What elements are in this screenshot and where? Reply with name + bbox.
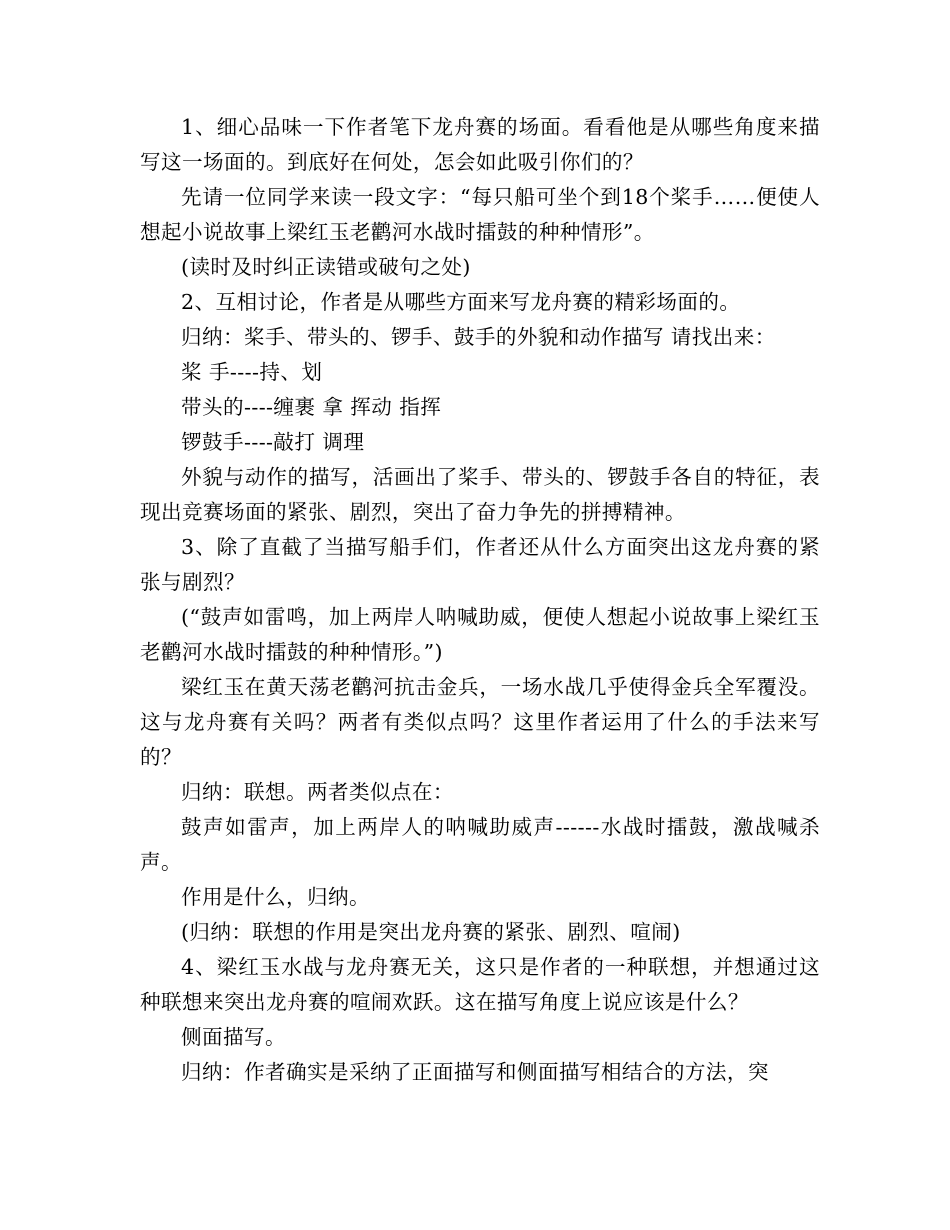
paragraph-question-1: 1、细心品味一下作者笔下龙舟赛的场面。看看他是从哪些角度来描写这一场面的。到底好在何处，怎会如此吸引你们的？ xyxy=(140,115,820,174)
paragraph-liang-hongyu: 梁红玉在黄天荡老鹳河抗击金兵，一场水战几乎使得金兵全军覆没。这与龙舟赛有关吗？两者有类似点吗？这里作者运用了什么的手法来写的？ xyxy=(140,675,820,769)
paragraph-function-question: 作用是什么，归纳。 xyxy=(181,885,370,909)
paragraph-summary-1: 归纳：桨手、带头的、锣手、鼓手的外貌和动作描写 请找出来： xyxy=(181,325,776,349)
paragraph-function-summary: (归纳：联想的作用是突出龙舟赛的紧张、剧烈、喧闹) xyxy=(181,920,681,944)
paragraph-side-description: 侧面描写。 xyxy=(181,1025,286,1049)
paragraph-question-2: 2、互相讨论，作者是从哪些方面来写龙舟赛的精彩场面的。 xyxy=(181,290,741,314)
document-body xyxy=(140,110,820,1090)
paragraph-reading-note: (读时及时纠正读错或破句之处) xyxy=(181,255,471,279)
paragraph-description-effect: 外貌与动作的描写，活画出了桨手、带头的、锣鼓手各自的特征，表现出竞赛场面的紧张、剧烈，突出了奋力争先的拼搏精神。 xyxy=(140,465,820,524)
paragraph-final-summary: 归纳：作者确实是采纳了正面描写和侧面描写相结合的方法，突 xyxy=(181,1060,769,1084)
paragraph-rowers: 桨 手----持、划 xyxy=(181,360,323,384)
paragraph-summary-association: 归纳：联想。两者类似点在： xyxy=(181,780,454,804)
paragraph-leader: 带头的----缠裹 拿 挥动 指挥 xyxy=(181,395,442,419)
paragraph-question-4: 4、梁红玉水战与龙舟赛无关，这只是作者的一种联想，并想通过这种联想来突出龙舟赛的喧闹欢跃。这在描写角度上说应该是什么？ xyxy=(140,955,820,1014)
paragraph-reading-prompt: 先请一位同学来读一段文字：“每只船可坐个到18个桨手……便使人想起小说故事上梁红玉老鹳河水战时擂鼓的种种情形”。 xyxy=(140,185,820,244)
paragraph-drummers: 锣鼓手----敲打 调理 xyxy=(181,430,365,454)
paragraph-quote: (“鼓声如雷鸣，加上两岸人呐喊助威，便使人想起小说故事上梁红玉老鹳河水战时擂鼓的种种情形。”) xyxy=(140,605,820,664)
paragraph-question-3: 3、除了直截了当描写船手们，作者还从什么方面突出这龙舟赛的紧张与剧烈？ xyxy=(140,535,820,594)
paragraph-similarity: 鼓声如雷声，加上两岸人的呐喊助威声------水战时擂鼓，激战喊杀声。 xyxy=(140,815,820,874)
